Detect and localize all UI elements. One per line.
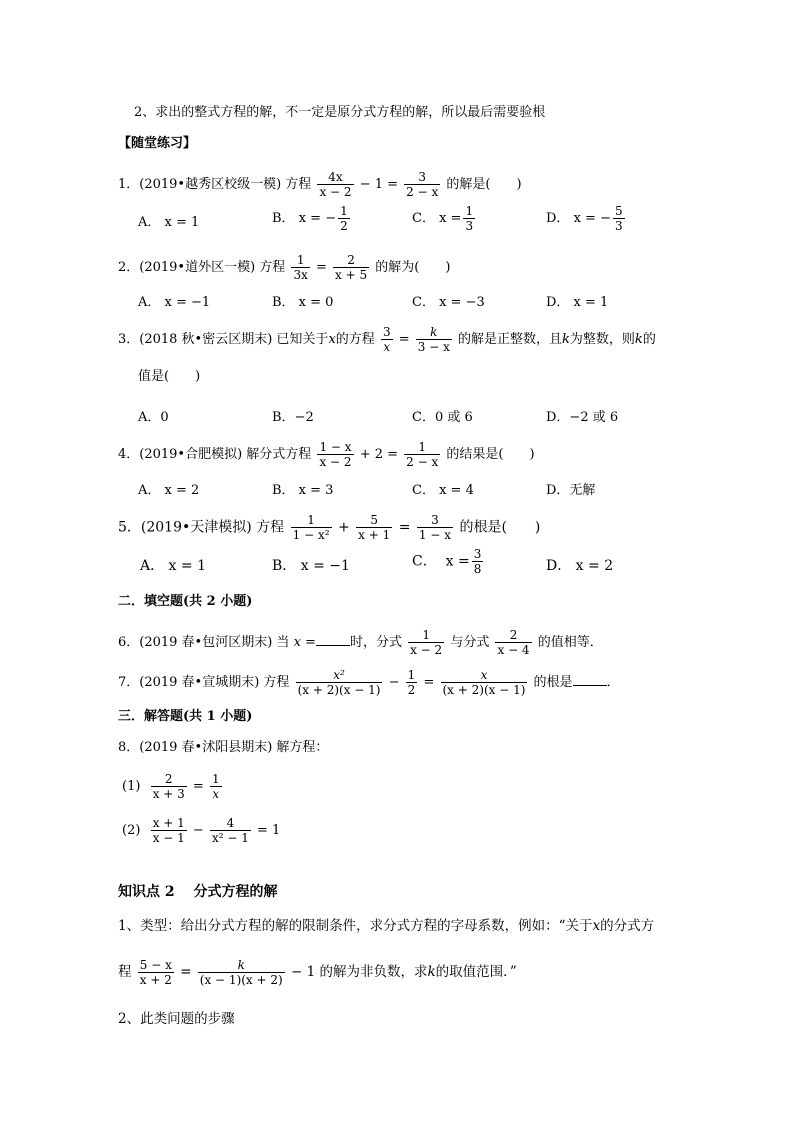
text: 与分式: [450, 635, 490, 650]
answer-blank[interactable]: [573, 673, 607, 686]
option-a[interactable]: A．0: [138, 410, 169, 425]
question-7-suffix: 的根是: [533, 675, 573, 690]
fraction: [613, 204, 625, 233]
denominator: (x + 2)(x − 1): [442, 683, 526, 697]
fraction: [291, 513, 332, 542]
text: 的分式方: [600, 918, 655, 934]
fraction: [408, 628, 444, 657]
numerator: x + 1: [152, 816, 185, 830]
question-4-suffix: 的结果是( ): [446, 447, 535, 462]
operator: + 2 =: [359, 447, 399, 462]
numerator: 1: [340, 204, 348, 218]
text: 程: [118, 964, 132, 980]
operator: −: [388, 675, 400, 690]
numerator: 4: [210, 816, 251, 831]
variable: k: [427, 964, 436, 980]
denominator: x − 2: [410, 643, 443, 657]
fraction: [138, 958, 174, 987]
numerator: 3: [417, 513, 453, 528]
option-c[interactable]: C．0 或 6: [412, 410, 473, 425]
knowledge-point-2-steps: 2、此类问题的步骤: [118, 1011, 235, 1027]
fraction: [495, 628, 531, 657]
question-3-prefix: 3．(2018 秋•密云区期末) 已知关于: [118, 332, 329, 347]
text: 1、类型：给出分式方程的解的限制条件，求分式方程的字母系数，例如：“关于: [118, 918, 593, 934]
option-a[interactable]: A． x = −1: [138, 295, 211, 310]
option-a[interactable]: A． x = 2: [138, 483, 200, 498]
question-8-part-1: [122, 772, 224, 801]
fraction: [441, 668, 528, 697]
question-1-suffix: 的解是( ): [446, 177, 522, 192]
option-d[interactable]: D． x = 2: [546, 558, 614, 574]
denominator: 2 − x: [406, 185, 439, 199]
denominator: x: [383, 340, 391, 354]
numerator: x²: [296, 668, 383, 683]
fraction: [404, 170, 440, 199]
option-label: C．: [412, 211, 435, 226]
operator: =: [398, 519, 411, 536]
text: 的方程: [335, 332, 375, 347]
option-b[interactable]: B． x = 3: [272, 483, 334, 498]
denominator: x − 4: [497, 643, 530, 657]
fraction: [296, 668, 383, 697]
numerator: 5: [356, 513, 392, 528]
option-a[interactable]: A． x = 1: [140, 558, 206, 574]
question-8: 8．(2019 春•沭阳县期末) 解方程：: [118, 740, 329, 755]
denominator: 3: [614, 219, 623, 233]
question-3: [118, 325, 656, 354]
text: 的取值范围．”: [435, 964, 517, 980]
option-d[interactable]: D．−2 或 6: [546, 410, 619, 425]
question-2-suffix: 的解为( ): [375, 260, 451, 275]
denominator: (x + 2)(x − 1): [297, 683, 381, 697]
fraction: [210, 772, 222, 801]
question-2: [118, 253, 450, 282]
numerator: 1: [211, 772, 220, 786]
text: 的解是正整数，且: [458, 332, 563, 347]
denominator: 2 − x: [406, 455, 439, 469]
option-b[interactable]: B． x = 0: [272, 295, 334, 310]
fraction: [356, 513, 392, 542]
fraction: [151, 816, 187, 845]
numerator: 5: [614, 204, 623, 218]
fraction: [417, 513, 453, 542]
question-6-suffix: 的值相等．: [537, 635, 603, 650]
operator: =: [423, 675, 435, 690]
numerator: 1: [465, 204, 474, 218]
fraction: [338, 204, 350, 233]
fraction: [317, 170, 353, 199]
denominator: x − 2: [319, 455, 352, 469]
option-c[interactable]: [412, 547, 485, 576]
part-label: (1): [122, 779, 141, 794]
question-1-prefix: 1．(2019•越秀区校级一模) 方程: [118, 177, 312, 192]
denominator: 1 − x: [418, 528, 451, 542]
fraction: [416, 325, 452, 354]
numerator: 2: [333, 253, 369, 268]
question-4: [118, 440, 535, 469]
question-5: [118, 513, 540, 542]
question-7-prefix: 7．(2019 春•宣城期末) 方程: [118, 675, 290, 690]
denominator: x + 1: [358, 528, 391, 542]
knowledge-point-2-example: [118, 958, 517, 987]
knowledge-point-2-heading: 知识点 2 分式方程的解: [118, 884, 278, 900]
fraction: [291, 253, 309, 282]
variable: x: [592, 918, 601, 934]
numerator: 1 − x: [319, 440, 352, 454]
numerator: 1: [291, 253, 309, 268]
numerator: 3: [404, 170, 440, 185]
numerator: 1: [404, 440, 440, 455]
variable: x =: [293, 635, 316, 650]
numerator: k: [198, 958, 285, 973]
fraction: [317, 440, 353, 469]
question-5-prefix: 5．(2019•天津模拟) 方程: [118, 519, 285, 536]
option-value: x =: [439, 211, 462, 226]
option-value: x = −: [298, 211, 337, 226]
fraction: [151, 772, 187, 801]
numerator: 5 − x: [139, 958, 172, 972]
fraction: [381, 325, 393, 354]
option-d[interactable]: D． x = 1: [546, 295, 609, 310]
denominator: x: [212, 787, 220, 801]
operator: =: [180, 964, 192, 980]
text: ．: [606, 675, 620, 690]
numerator: 3: [473, 547, 482, 561]
variable: k: [562, 332, 570, 347]
option-d[interactable]: [546, 204, 627, 233]
denominator: 8: [473, 562, 482, 576]
section-heading-solve: 三．解答题(共 1 小题): [118, 709, 253, 724]
section-heading-fill-blank: 二．填空题(共 2 小题): [118, 594, 253, 609]
text: 时，分式: [349, 635, 402, 650]
option-d[interactable]: D．无解: [546, 483, 596, 498]
numerator: 1: [408, 628, 444, 643]
option-label: C．: [412, 553, 437, 570]
text: 的: [642, 332, 656, 347]
option-c[interactable]: C． x = 4: [412, 483, 474, 498]
fraction: [198, 958, 285, 987]
variable: x: [328, 332, 336, 347]
option-c[interactable]: C． x = −3: [412, 295, 485, 310]
question-6: [118, 628, 603, 657]
question-4-prefix: 4．(2019•合肥模拟) 解分式方程: [118, 447, 312, 462]
question-8-part-2: [122, 816, 280, 845]
knowledge-point-2-type: [118, 918, 654, 934]
numerator: 4x: [317, 170, 353, 185]
option-c[interactable]: [412, 204, 477, 233]
fraction: [406, 668, 418, 697]
option-value: x =: [445, 553, 470, 570]
numerator: k: [416, 325, 452, 340]
numerator: x: [441, 668, 528, 683]
option-label: D．: [546, 211, 570, 226]
denominator: 3x: [293, 268, 308, 282]
denominator: x² − 1: [211, 831, 249, 845]
denominator: 3: [465, 219, 474, 233]
option-value: x = 1: [164, 215, 200, 230]
option-b[interactable]: B．−2: [272, 410, 314, 425]
denominator: x + 2: [139, 973, 172, 987]
intro-note: 2、求出的整式方程的解，不一定是原分式方程的解，所以最后需要验根: [134, 105, 546, 120]
option-b[interactable]: B． x = −1: [272, 558, 350, 574]
question-1: [118, 170, 522, 199]
denominator: x − 2: [319, 185, 352, 199]
question-5-suffix: 的根是( ): [459, 519, 541, 536]
option-a[interactable]: [138, 211, 199, 230]
text: 为整数，则: [569, 332, 635, 347]
answer-blank[interactable]: [316, 633, 350, 646]
operator: =: [398, 332, 410, 347]
fraction: [404, 440, 440, 469]
numerator: 1: [291, 513, 332, 528]
operator: −: [192, 823, 204, 838]
operator: +: [337, 519, 350, 536]
variable: k: [634, 332, 643, 347]
numerator: 1: [407, 668, 416, 682]
operator: − 1 =: [359, 177, 399, 192]
denominator: x + 5: [335, 268, 368, 282]
numerator: 3: [382, 325, 391, 339]
text: − 1 的解为非负数，求: [291, 964, 428, 980]
numerator: 2: [151, 772, 187, 787]
fraction: [472, 547, 484, 576]
denominator: 1 − x²: [292, 528, 330, 542]
denominator: 2: [407, 683, 416, 697]
option-label: B．: [272, 211, 295, 226]
operator: = 1: [257, 823, 281, 838]
option-b[interactable]: [272, 204, 352, 233]
fraction: [210, 816, 251, 845]
fraction: [463, 204, 475, 233]
practice-heading: 【随堂练习】: [118, 136, 197, 151]
operator: =: [316, 260, 327, 275]
question-7: [118, 668, 620, 697]
denominator: 2: [340, 219, 348, 233]
denominator: x − 1: [152, 831, 185, 845]
numerator: 2: [495, 628, 531, 643]
operator: =: [192, 779, 204, 794]
question-3-line2: 值是( ): [138, 369, 201, 384]
denominator: x + 3: [152, 787, 185, 801]
question-6-prefix: 6．(2019 春•包河区期末) 当: [118, 635, 290, 650]
question-2-prefix: 2．(2019•道外区一模) 方程: [118, 260, 286, 275]
option-label: A．: [138, 215, 161, 230]
option-value: x = −: [573, 211, 611, 226]
denominator: (x − 1)(x + 2): [199, 973, 283, 987]
fraction: [333, 253, 369, 282]
part-label: (2): [122, 823, 141, 838]
denominator: 3 − x: [417, 340, 450, 354]
